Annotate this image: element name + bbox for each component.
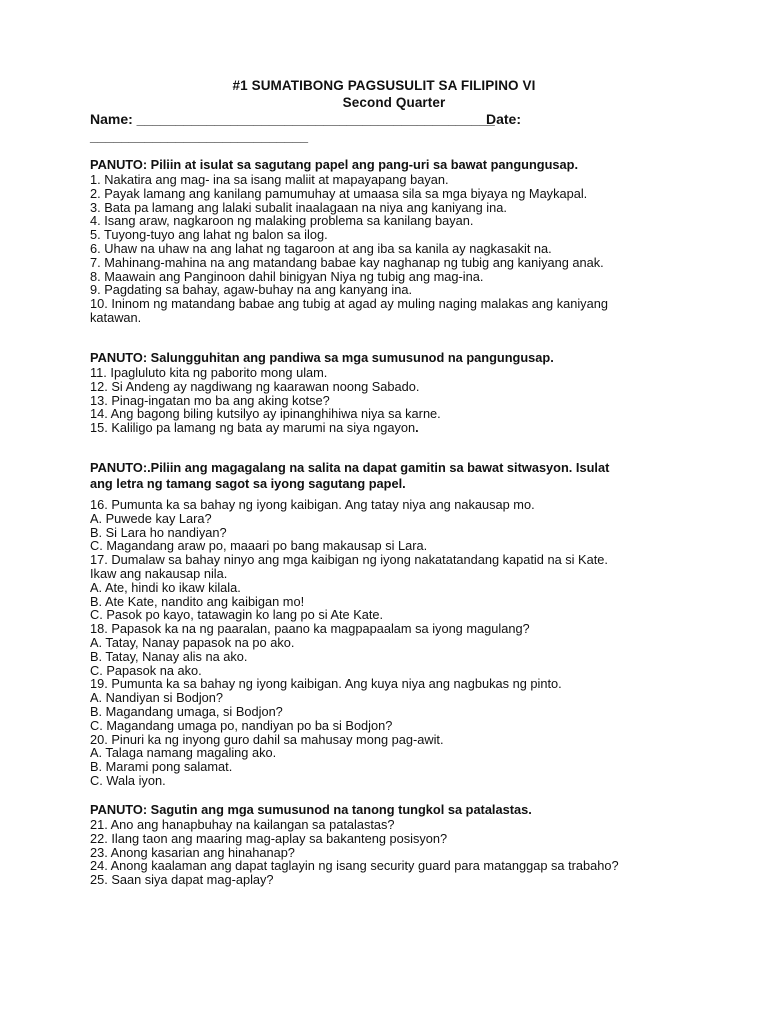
name-date-row — [90, 111, 690, 127]
question-item: 8. Maawain ang Panginoon dahil binigyan Niya ng tubig ang mag-ina. — [90, 268, 484, 284]
question-item — [90, 421, 690, 435]
choice-item: C. Papasok na ako. — [90, 662, 202, 678]
question-item: 12. Si Andeng ay nagdiwang ng kaarawan noong Sabado. — [90, 378, 420, 394]
choice-item: B. Si Lara ho nandiyan? — [90, 524, 227, 540]
choice-item: A. Puwede kay Lara? — [90, 510, 212, 526]
question-item: 25. Saan siya dapat mag-aplay? — [90, 872, 274, 888]
question-item: 22. Ilang taon ang maaring mag-aplay sa bakanteng posisyon? — [90, 830, 448, 846]
choice-item: C. Magandang araw po, maaari po bang makausap si Lara. — [90, 538, 428, 554]
date-label: Date: — [486, 111, 522, 127]
question-period: . — [415, 420, 419, 436]
section-heading: PANUTO:.Piliin ang magagalang na salita na dapat gamitin sa bawat sitwasyon. Isulat — [90, 460, 610, 475]
choice-item: C. Magandang umaga po, nandiyan po ba si Bodjon? — [90, 717, 393, 733]
choice-item: A. Talaga namang magaling ako. — [90, 745, 277, 761]
question-item: 18. Papasok ka na ng paaralan, paano ka magpapaalam sa iyong magulang? — [90, 621, 530, 637]
section-heading: PANUTO: Sagutin ang mga sumusunod na tanong tungkol sa patalastas. — [90, 802, 532, 817]
section-heading: PANUTO: Salungguhitan ang pandiwa sa mga sumusunod na pangungusap. — [90, 350, 554, 365]
section-pandiwa — [90, 350, 690, 435]
choice-item: A. Tatay, Nanay papasok na po ako. — [90, 634, 295, 650]
question-item: 3. Bata pa lamang ang lalaki subalit inaalagaan na niya ang kaniyang ina. — [90, 199, 507, 215]
choice-item: C. Pasok po kayo, tatawagin ko lang po si Ate Kate. — [90, 607, 384, 623]
question-item: 21. Ano ang hanapbuhay na kailangan sa patalastas? — [90, 817, 395, 832]
question-item: 10. Ininom ng matandang babae ang tubig at agad ay muling naging malakas ang kaniyang — [90, 296, 608, 312]
question-item-continuation: katawan. — [90, 309, 142, 325]
question-item: 5. Tuyong-tuyo ang lahat ng balon sa ilog. — [90, 227, 328, 243]
date-field-line: ____________________________ — [90, 128, 309, 144]
question-item: 4. Isang araw, nagkaroon ng malaking problema sa kanilang bayan. — [90, 213, 474, 229]
question-item: 24. Anong kaalaman ang dapat taglayin ng isang security guard para matanggap sa trabaho? — [90, 858, 619, 874]
document-title: #1 SUMATIBONG PAGSUSULIT SA FILIPINO VI — [232, 78, 536, 93]
question-item: 23. Anong kasarian ang hinahanap? — [90, 844, 295, 860]
question-item-continuation: Ikaw ang nakausap nila. — [90, 565, 228, 581]
question-item: 20. Pinuri ka ng inyong guro dahil sa mahusay mong pag-awit. — [90, 731, 444, 747]
section-magagalang-na-salita — [90, 460, 690, 788]
name-field-line: Name: ______________________________________________ — [90, 111, 495, 127]
question-item: 1. Nakatira ang mag- ina sa isang maliit at mapayapang bayan. — [90, 172, 449, 187]
question-item: 6. Uhaw na uhaw na ang lahat ng tagaroon at ang iba sa kanila ay nagkasakit na. — [90, 240, 552, 256]
question-item: 9. Pagdating sa bahay, agaw-buhay na ang kanyang ina. — [90, 282, 413, 298]
question-item: 14. Ang bagong biling kutsilyo ay ipinanghihiwa niya sa karne. — [90, 406, 441, 422]
choice-item: B. Ate Kate, nandito ang kaibigan mo! — [90, 593, 305, 609]
section-patalastas — [90, 802, 690, 887]
question-item: 2. Payak lamang ang kanilang pamumuhay at umaasa sila sa mga biyaya ng Maykapal. — [90, 185, 588, 201]
choice-item: B. Tatay, Nanay alis na ako. — [90, 648, 248, 664]
choice-item: B. Magandang umaga, si Bodjon? — [90, 703, 283, 719]
question-item: 16. Pumunta ka sa bahay ng iyong kaibigan. Ang tatay niya ang nakausap mo. — [90, 497, 535, 512]
choice-item: A. Nandiyan si Bodjon? — [90, 690, 224, 706]
question-item: 7. Mahinang-mahina na ang matandang babae kay naghanap ng tubig ang kaniyang anak. — [90, 254, 604, 270]
section-heading: PANUTO: Piliin at isulat sa sagutang papel ang pang-uri sa bawat pangungusap. — [90, 157, 579, 172]
section-pang-uri — [90, 157, 690, 325]
document-subtitle: Second Quarter — [342, 95, 446, 110]
choice-item: B. Marami pong salamat. — [90, 759, 233, 775]
question-item: 19. Pumunta ka sa bahay ng iyong kaibigan. Ang kuya niya ang nagbukas ng pinto. — [90, 676, 562, 692]
question-item: 17. Dumalaw sa bahay ninyo ang mga kaibigan ng iyong nakatatandang kapatid na si Kate. — [90, 552, 608, 568]
choice-item: C. Wala iyon. — [90, 772, 166, 788]
section-heading-continuation: ang letra ng tamang sagot sa iyong sagutang papel. — [90, 476, 406, 491]
question-item: 13. Pinag-ingatan mo ba ang aking kotse? — [90, 392, 330, 408]
question-text: 15. Kaliligo pa lamang ng bata ay marumi na siya ngayon — [90, 420, 416, 436]
choice-item: A. Ate, hindi ko ikaw kilala. — [90, 579, 241, 595]
question-item: 11. Ipagluluto kita ng paborito mong ulam. — [90, 365, 328, 380]
